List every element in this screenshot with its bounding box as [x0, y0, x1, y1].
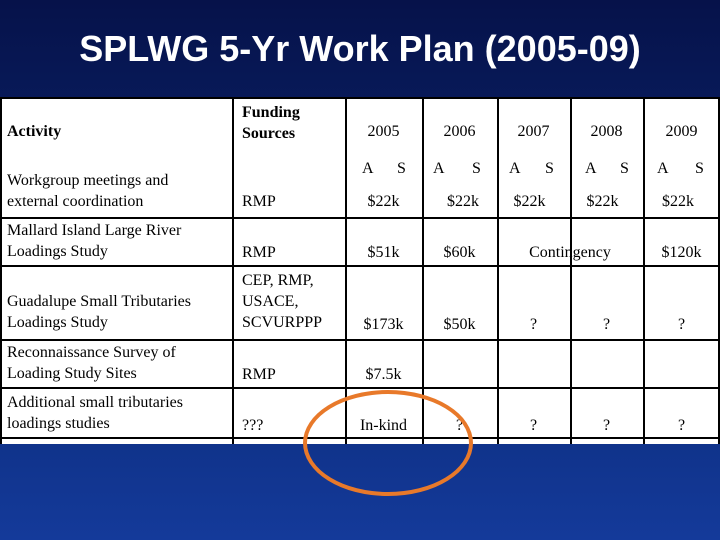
row-value: $22k	[586, 193, 619, 210]
row-divider	[0, 339, 720, 341]
header-activity: Activity	[7, 123, 62, 140]
row-value: $173k	[363, 316, 404, 333]
row-funding: RMP	[242, 244, 276, 261]
subheader-s: S	[397, 160, 406, 177]
header-funding: Funding Sources	[242, 104, 300, 142]
row-divider	[0, 217, 720, 219]
subheader-a: A	[433, 160, 445, 177]
row-divider	[0, 387, 720, 389]
row-value: ?	[677, 316, 686, 333]
row-funding: ???	[242, 417, 264, 434]
row-value: $51k	[367, 244, 400, 261]
row-value: In-kind	[359, 417, 408, 434]
row-value: ?	[602, 417, 611, 434]
subheader-s: S	[472, 160, 481, 177]
row-activity: Guadalupe Small Tributaries Loadings Study	[7, 293, 191, 331]
row-activity: Mallard Island Large River Loadings Study	[7, 222, 182, 260]
row-value: $22k	[447, 193, 479, 210]
row-value: $22k	[513, 193, 546, 210]
header-year-2007: 2007	[517, 123, 550, 140]
column-divider	[497, 97, 499, 444]
row-value: $50k	[443, 316, 476, 333]
row-activity: Workgroup meetings and external coordination	[7, 172, 169, 210]
row-funding: RMP	[242, 193, 276, 210]
row-value: ?	[455, 417, 464, 434]
row-value: ?	[677, 417, 686, 434]
row-value: ?	[529, 316, 538, 333]
subheader-s: S	[695, 160, 704, 177]
subheader-a: A	[362, 160, 374, 177]
subheader-s: S	[620, 160, 629, 177]
row-value: $7.5k	[365, 366, 402, 383]
column-divider	[0, 97, 2, 444]
header-year-2008: 2008	[590, 123, 623, 140]
header-year-2005: 2005	[367, 123, 400, 140]
row-activity: Reconnaissance Survey of Loading Study Sites	[7, 344, 176, 382]
highlight-oval	[303, 390, 473, 496]
row-value: $22k	[367, 193, 400, 210]
column-divider	[232, 97, 234, 444]
slide-title: SPLWG 5-Yr Work Plan (2005-09)	[79, 28, 641, 69]
subheader-s: S	[545, 160, 554, 177]
row-funding: CEP, RMP, USACE, SCVURPPP	[242, 272, 323, 331]
column-divider	[643, 97, 645, 444]
row-value: ?	[602, 316, 611, 333]
column-divider	[570, 97, 572, 444]
column-divider	[345, 97, 347, 444]
row-activity: Additional small tributaries loadings studies	[7, 394, 183, 432]
row-value-contingency: Contingency	[529, 244, 611, 261]
table-top-border	[0, 97, 720, 99]
header-year-2009: 2009	[665, 123, 698, 140]
column-divider	[422, 97, 424, 444]
row-funding: RMP	[242, 366, 276, 383]
header-year-2006: 2006	[443, 123, 476, 140]
subheader-a: A	[509, 160, 521, 177]
row-value: $60k	[443, 244, 476, 261]
subheader-a: A	[585, 160, 597, 177]
subheader-a: A	[657, 160, 669, 177]
row-value: $120k	[661, 244, 702, 261]
row-divider	[0, 265, 720, 267]
row-value: $22k	[662, 193, 694, 210]
row-value: ?	[529, 417, 538, 434]
